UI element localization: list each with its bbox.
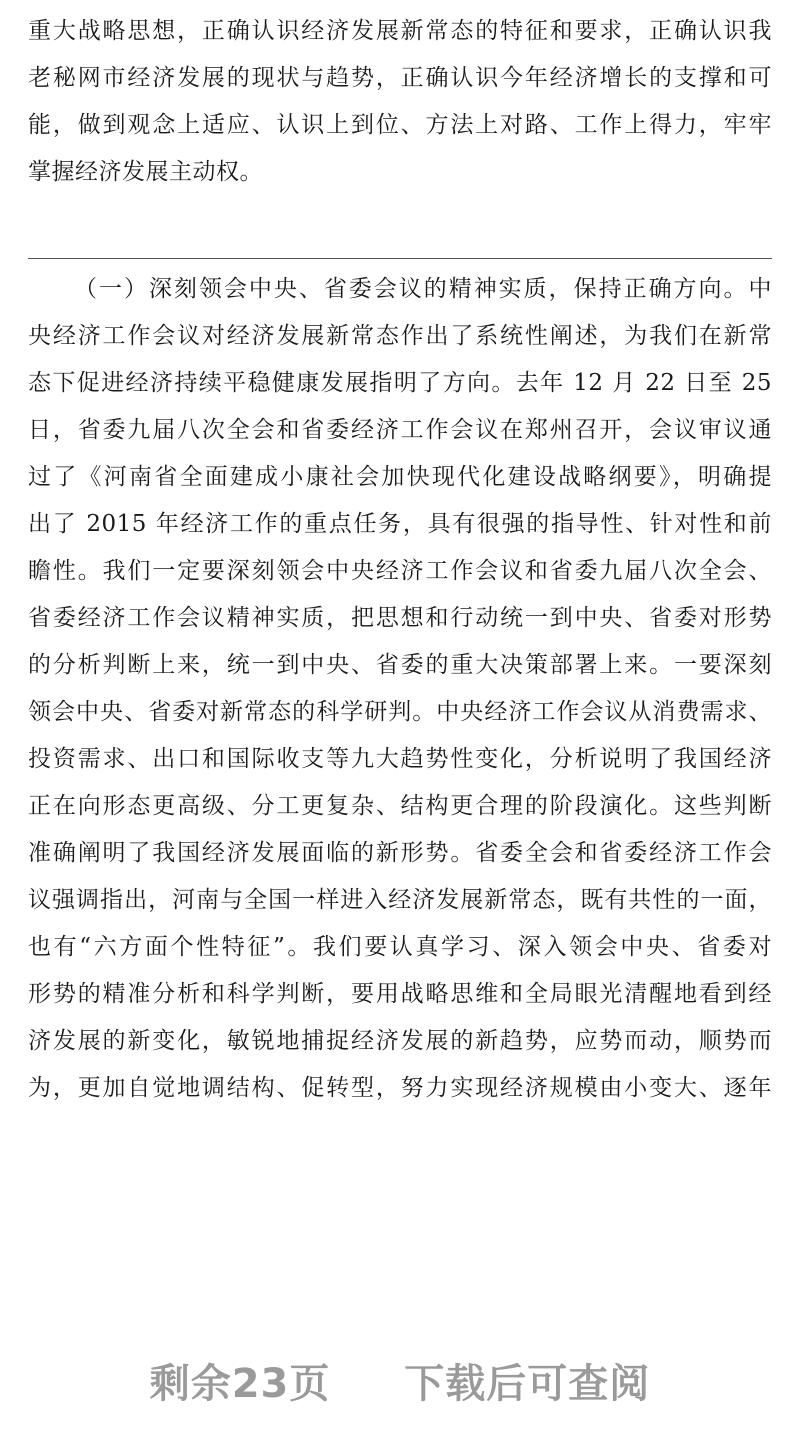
paragraph-line: （一）深刻领会中央、省委会议的精神实质，保持正确方向。中 xyxy=(74,276,772,302)
paragraph-line: 重大战略思想，正确认识经济发展新常态的特征和要求，正确认识我 xyxy=(28,18,772,44)
paragraph-line: 掌握经济发展主动权。 xyxy=(28,159,263,185)
download-hint-label[interactable]: 下载后可查阅 xyxy=(404,1361,651,1407)
download-banner[interactable] xyxy=(0,1352,800,1409)
paragraph-line: 省委经济工作会议精神实质，把思想和行动统一到中央、省委对形势 xyxy=(28,605,772,631)
paragraph-line: 过了《河南省全面建成小康社会加快现代化建设战略纲要》，明确提 xyxy=(28,464,772,490)
paragraph-line: 正在向形态更高级、分工更复杂、结构更合理的阶段演化。这些判断 xyxy=(28,793,772,819)
paragraph-line: 态下促进经济持续平稳健康发展指明了方向。去年 12 月 22 日至 25 xyxy=(28,370,772,396)
section-divider xyxy=(28,258,772,259)
paragraph-line: 出了 2015 年经济工作的重点任务，具有很强的指导性、针对性和前 xyxy=(28,511,772,537)
paragraph-line: 央经济工作会议对经济发展新常态作出了系统性阐述，为我们在新常 xyxy=(28,323,772,349)
paragraph-line: 济发展的新变化，敏锐地捕捉经济发展的新趋势，应势而动，顺势而 xyxy=(28,1028,772,1054)
paragraph-line: 为，更加自觉地调结构、促转型，努力实现经济规模由小变大、逐年 xyxy=(28,1075,772,1101)
paragraph-line: 也有“六方面个性特征”。我们要认真学习、深入领会中央、省委对 xyxy=(28,934,772,960)
top-paragraph xyxy=(28,8,772,196)
paragraph-line: 能，做到观念上适应、认识上到位、方法上对路、工作上得力，牢牢 xyxy=(28,112,772,138)
paragraph-line: 议强调指出，河南与全国一样进入经济发展新常态，既有共性的一面， xyxy=(28,887,772,913)
paragraph-line: 瞻性。我们一定要深刻领会中央经济工作会议和省委九届八次全会、 xyxy=(28,558,772,584)
paragraph-line: 老秘网市经济发展的现状与趋势，正确认识今年经济增长的支撑和可 xyxy=(28,65,772,91)
paragraph-line: 的分析判断上来，统一到中央、省委的重大决策部署上来。一要深刻 xyxy=(28,652,772,678)
paragraph-line: 领会中央、省委对新常态的科学研判。中央经济工作会议从消费需求、 xyxy=(28,699,772,725)
main-paragraph xyxy=(28,266,772,1112)
remaining-pages-label[interactable]: 剩余23页 xyxy=(149,1361,331,1407)
paragraph-line: 形势的精准分析和科学判断，要用战略思维和全局眼光清醒地看到经 xyxy=(28,981,772,1007)
paragraph-line: 日，省委九届八次全会和省委经济工作会议在郑州召开，会议审议通 xyxy=(28,417,772,443)
paragraph-line: 准确阐明了我国经济发展面临的新形势。省委全会和省委经济工作会 xyxy=(28,840,772,866)
paragraph-line: 投资需求、出口和国际收支等九大趋势性变化，分析说明了我国经济 xyxy=(28,746,772,772)
